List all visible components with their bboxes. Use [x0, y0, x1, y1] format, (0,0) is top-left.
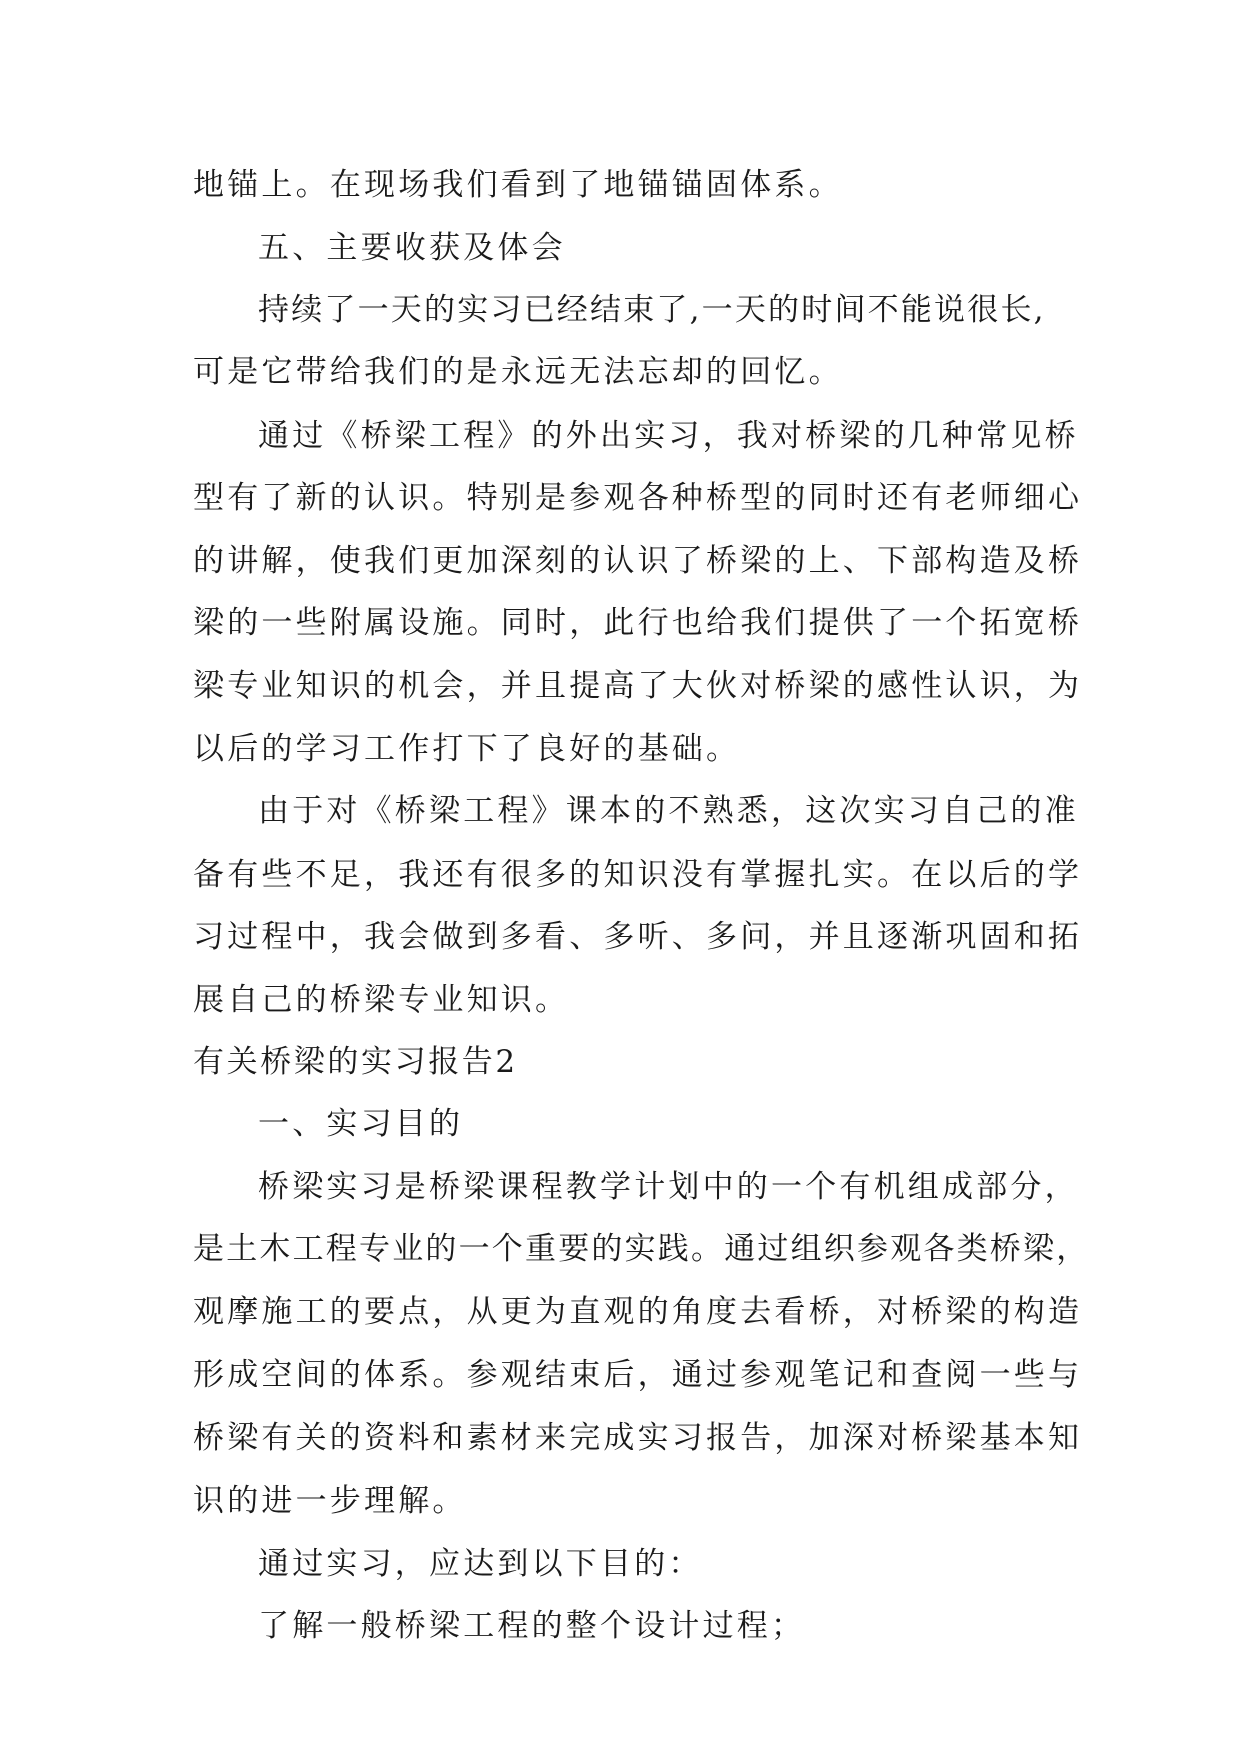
body-text-line: 以后的学习工作打下了良好的基础。	[193, 731, 741, 767]
body-text-line: 识的进一步理解。	[193, 1483, 467, 1519]
body-text-line: 可是它带给我们的是永远无法忘却的回忆。	[193, 354, 843, 390]
body-text-line: 桥梁实习是桥梁课程教学计划中的一个有机组成部分，	[258, 1169, 1079, 1205]
body-text-line: 通过实习，应达到以下目的：	[258, 1546, 703, 1582]
body-text-line: 型有了新的认识。特别是参观各种桥型的同时还有老师细心	[193, 480, 1083, 516]
body-text-line: 备有些不足，我还有很多的知识没有掌握扎实。在以后的学	[193, 857, 1083, 893]
body-text-line: 持续了一天的实习已经结束了,一天的时间不能说很长,	[258, 292, 1046, 328]
body-text-line: 形成空间的体系。参观结束后，通过参观笔记和查阅一些与	[193, 1357, 1083, 1393]
body-text-line: 习过程中，我会做到多看、多听、多问，并且逐渐巩固和拓	[193, 919, 1083, 955]
body-text-line: 地锚上。在现场我们看到了地锚锚固体系。	[193, 167, 843, 203]
section-heading: 五、主要收获及体会	[258, 230, 566, 266]
body-text-line: 梁专业知识的机会，并且提高了大伙对桥梁的感性认识，为	[193, 668, 1083, 704]
body-text-line: 桥梁有关的资料和素材来完成实习报告，加深对桥梁基本知	[193, 1420, 1083, 1456]
body-text-line: 展自己的桥梁专业知识。	[193, 982, 570, 1018]
body-text-line: 观摩施工的要点，从更为直观的角度去看桥，对桥梁的构造	[193, 1294, 1083, 1330]
body-text-line: 是土木工程专业的一个重要的实践。通过组织参观各类桥梁，	[193, 1231, 1090, 1267]
body-text-line: 由于对《桥梁工程》课本的不熟悉，这次实习自己的准	[258, 793, 1079, 829]
body-text-line: 了解一般桥梁工程的整个设计过程；	[258, 1608, 806, 1644]
body-text-line: 通过《桥梁工程》的外出实习，我对桥梁的几种常见桥	[258, 418, 1079, 454]
body-text-line: 梁的一些附属设施。同时，此行也给我们提供了一个拓宽桥	[193, 605, 1083, 641]
document-title: 有关桥梁的实习报告2	[193, 1044, 518, 1080]
body-text-line: 的讲解，使我们更加深刻的认识了桥梁的上、下部构造及桥	[193, 543, 1083, 579]
section-heading: 一、实习目的	[258, 1106, 464, 1142]
